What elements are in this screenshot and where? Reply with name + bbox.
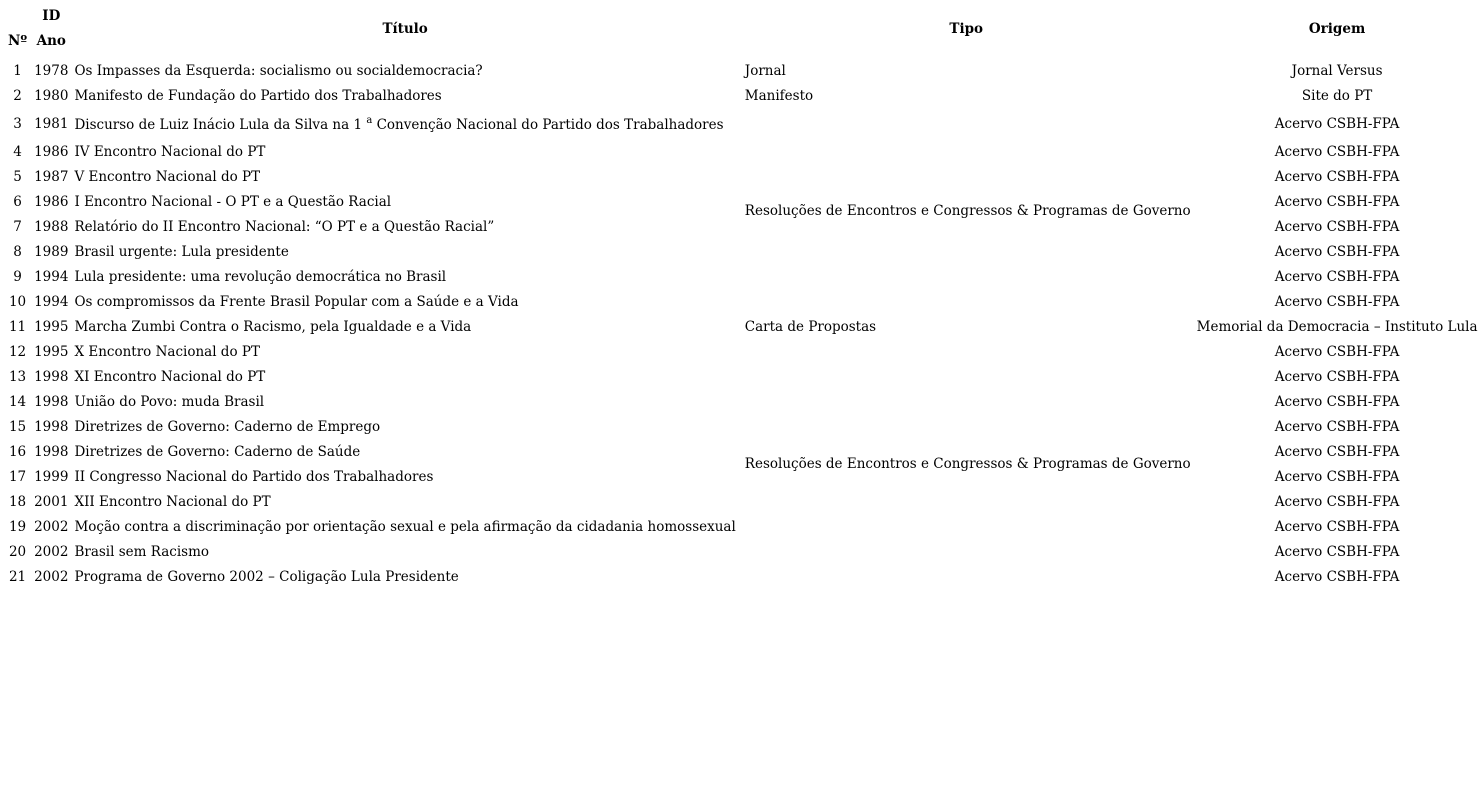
table-row <box>4 314 1481 339</box>
cell-origem: Acervo CSBH-FPA <box>1274 368 1400 385</box>
table-row <box>4 108 1481 139</box>
cell-titulo: Programa de Governo 2002 – Coligação Lula Presidente <box>74 568 459 585</box>
cell-ano: 1998 <box>34 393 69 410</box>
cell-tipo: Resoluções de Encontros e Congressos & Programas de Governo <box>744 203 1191 219</box>
cell-tipo: Carta de Propostas <box>744 318 877 335</box>
cell-titulo: Brasil urgente: Lula presidente <box>74 243 289 260</box>
cell-titulo: Brasil sem Racismo <box>74 543 209 560</box>
cell-titulo: XII Encontro Nacional do PT <box>74 493 271 510</box>
cell-titulo: Os Impasses da Esquerda: socialismo ou socialdemocracia? <box>74 62 483 79</box>
cell-ano: 1994 <box>34 293 69 310</box>
cell-titulo: X Encontro Nacional do PT <box>74 343 260 360</box>
cell-titulo: Diretrizes de Governo: Caderno de Saúde <box>74 443 361 460</box>
cell-origem: Site do PT <box>1301 87 1373 104</box>
cell-origem: Acervo CSBH-FPA <box>1274 543 1400 560</box>
cell-titulo: Os compromissos da Frente Brasil Popular com a Saúde e a Vida <box>74 293 519 310</box>
header-tipo: Tipo <box>949 21 984 37</box>
ordinal-superscript: a <box>366 114 373 126</box>
cell-origem: Acervo CSBH-FPA <box>1274 468 1400 485</box>
cell-origem: Acervo CSBH-FPA <box>1274 518 1400 535</box>
cell-ano: 2002 <box>34 518 69 535</box>
cell-tipo: Resoluções de Encontros e Congressos & Programas de Governo <box>744 456 1191 472</box>
cell-origem: Acervo CSBH-FPA <box>1274 343 1400 360</box>
cell-origem: Acervo CSBH-FPA <box>1274 115 1400 132</box>
cell-no: 19 <box>8 518 27 535</box>
cell-no: 2 <box>13 87 22 104</box>
cell-ano: 1986 <box>34 143 69 160</box>
cell-no: 9 <box>13 268 22 285</box>
table-row <box>4 339 1481 364</box>
cell-no: 20 <box>8 543 27 560</box>
cell-origem: Acervo CSBH-FPA <box>1274 268 1400 285</box>
header-ano: Ano <box>36 33 66 49</box>
cell-origem: Acervo CSBH-FPA <box>1274 443 1400 460</box>
table-row <box>4 83 1481 108</box>
cell-ano: 2002 <box>34 568 69 585</box>
cell-no: 7 <box>13 218 22 235</box>
cell-origem: Acervo CSBH-FPA <box>1274 568 1400 585</box>
cell-ano: 1994 <box>34 268 69 285</box>
cell-ano: 1986 <box>34 193 69 210</box>
cell-origem: Acervo CSBH-FPA <box>1274 193 1400 210</box>
cell-ano: 1978 <box>34 62 69 79</box>
cell-origem: Acervo CSBH-FPA <box>1274 493 1400 510</box>
cell-titulo: XI Encontro Nacional do PT <box>74 368 266 385</box>
cell-origem: Jornal Versus <box>1291 62 1383 79</box>
cell-titulo <box>71 108 738 139</box>
cell-origem: Acervo CSBH-FPA <box>1274 168 1400 185</box>
cell-no: 13 <box>8 368 27 385</box>
cell-no: 3 <box>13 115 22 132</box>
cell-titulo: II Congresso Nacional do Partido dos Trabalhadores <box>74 468 434 485</box>
cell-origem: Acervo CSBH-FPA <box>1274 393 1400 410</box>
cell-origem: Acervo CSBH-FPA <box>1274 143 1400 160</box>
cell-ano: 1999 <box>34 468 69 485</box>
cell-ano: 1988 <box>34 218 69 235</box>
cell-no: 5 <box>13 168 22 185</box>
cell-no: 16 <box>8 443 27 460</box>
cell-titulo: Manifesto de Fundação do Partido dos Trabalhadores <box>74 87 442 104</box>
cell-ano: 2001 <box>34 493 69 510</box>
cell-no: 4 <box>13 143 22 160</box>
cell-ano: 1998 <box>34 443 69 460</box>
cell-titulo: IV Encontro Nacional do PT <box>74 143 266 160</box>
cell-titulo: Lula presidente: uma revolução democrática no Brasil <box>74 268 447 285</box>
header-blank <box>4 4 31 28</box>
cell-no: 8 <box>13 243 22 260</box>
cell-no: 1 <box>13 62 22 79</box>
cell-tipo: Manifesto <box>744 87 814 104</box>
cell-ano: 1995 <box>34 318 69 335</box>
cell-titulo: V Encontro Nacional do PT <box>74 168 261 185</box>
cell-ano: 1998 <box>34 418 69 435</box>
cell-origem: Acervo CSBH-FPA <box>1274 218 1400 235</box>
cell-no: 6 <box>13 193 22 210</box>
cell-titulo: União do Povo: muda Brasil <box>74 393 265 410</box>
cell-ano: 1995 <box>34 343 69 360</box>
cell-no: 12 <box>8 343 27 360</box>
titulo-text: Convenção Nacional do Partido dos Trabalhadores <box>372 116 724 133</box>
cell-no: 11 <box>8 318 27 335</box>
cell-no: 17 <box>8 468 27 485</box>
cell-titulo: Moção contra a discriminação por orientação sexual e pela afirmação da cidadania homossexual <box>74 518 736 535</box>
cell-tipo: Jornal <box>744 62 786 79</box>
cell-no: 21 <box>8 568 27 585</box>
cell-ano: 1987 <box>34 168 69 185</box>
header-no: Nº <box>8 33 28 49</box>
cell-titulo: Marcha Zumbi Contra o Racismo, pela Igualdade e a Vida <box>74 318 472 335</box>
cell-no: 15 <box>8 418 27 435</box>
documents-table <box>4 4 1481 589</box>
cell-titulo: I Encontro Nacional - O PT e a Questão Racial <box>74 193 392 210</box>
cell-origem: Memorial da Democracia – Instituto Lula <box>1196 318 1478 335</box>
header-id: ID <box>42 8 61 24</box>
cell-no: 18 <box>8 493 27 510</box>
table-row <box>4 54 1481 83</box>
cell-ano: 1989 <box>34 243 69 260</box>
cell-no: 10 <box>8 293 27 310</box>
header-titulo: Título <box>382 21 428 37</box>
cell-ano: 1998 <box>34 368 69 385</box>
cell-ano: 1981 <box>34 115 69 132</box>
cell-no: 14 <box>8 393 27 410</box>
header-origem: Origem <box>1308 21 1366 37</box>
cell-origem: Acervo CSBH-FPA <box>1274 418 1400 435</box>
cell-ano: 1980 <box>34 87 69 104</box>
cell-ano: 2002 <box>34 543 69 560</box>
cell-origem: Acervo CSBH-FPA <box>1274 243 1400 260</box>
titulo-text: Discurso de Luiz Inácio Lula da Silva na 1 <box>74 116 367 133</box>
cell-titulo: Relatório do II Encontro Nacional: “O PT e a Questão Racial” <box>74 218 495 235</box>
cell-titulo: Diretrizes de Governo: Caderno de Emprego <box>74 418 381 435</box>
cell-origem: Acervo CSBH-FPA <box>1274 293 1400 310</box>
